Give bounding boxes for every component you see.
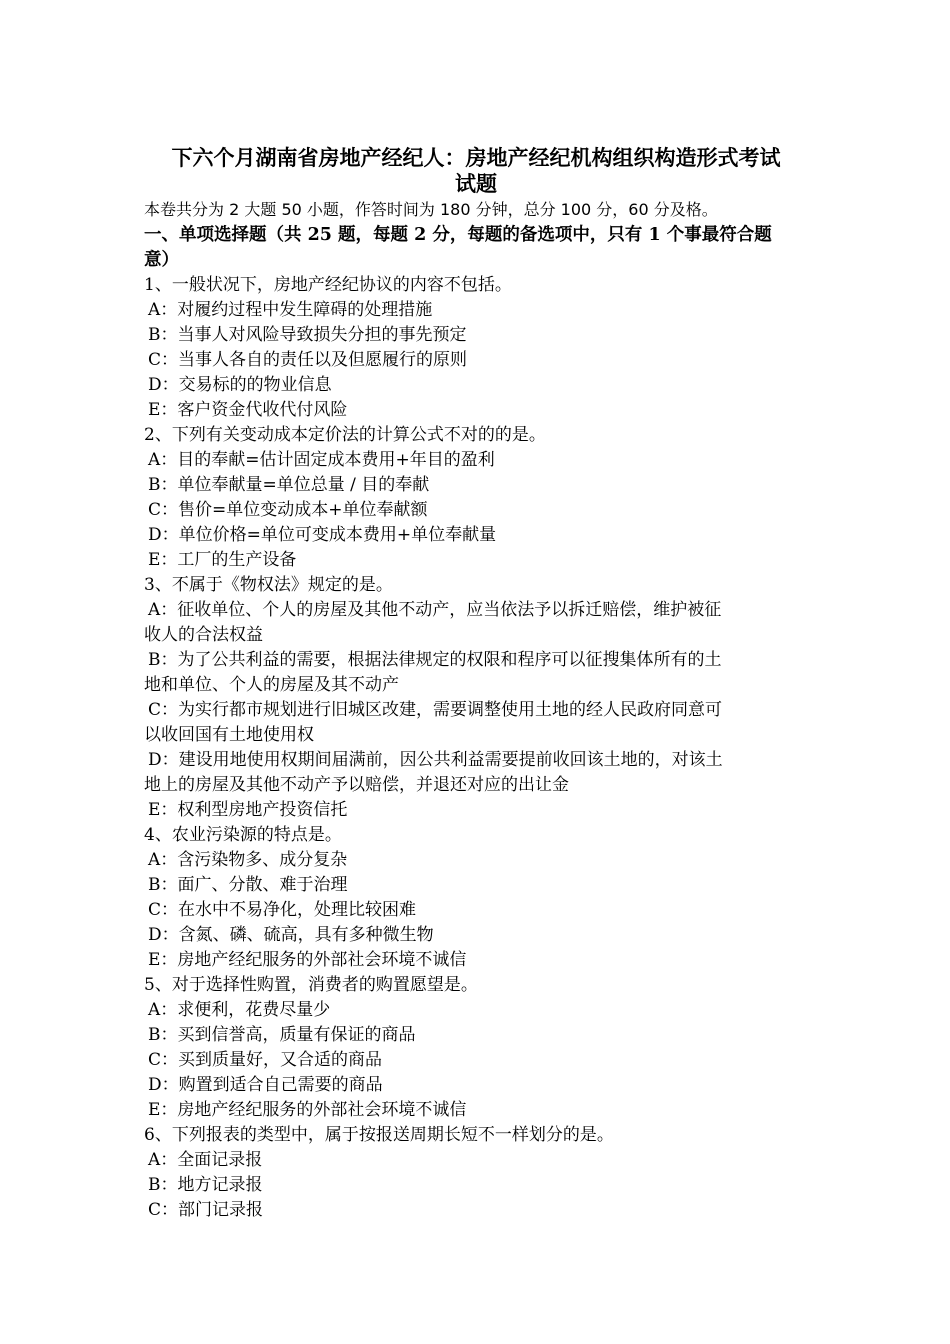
option-c: C：买到质量好，又合适的商品 (148, 1050, 383, 1070)
question-5 (144, 973, 808, 1123)
question-4 (144, 823, 808, 973)
option-b: B：面广、分散、难于治理 (148, 875, 348, 895)
option-b: B：当事人对风险导致损失分担的事先预定 (148, 325, 467, 345)
option-a: A：全面记录报 (148, 1150, 263, 1170)
option-a-line-1: A：征收单位、个人的房屋及其他不动产，应当依法予以拆迁赔偿，维护被征 (148, 600, 722, 620)
option-b: B：单位奉献量=单位总量 / 目的奉献 (148, 475, 430, 495)
option-c: C：当事人各自的责任以及但愿履行的原则 (148, 350, 468, 370)
option-c: C：在水中不易净化，处理比较困难 (148, 900, 417, 920)
option-b: B：买到信誉高，质量有保证的商品 (148, 1025, 416, 1045)
exam-summary: 本卷共分为 2 大题 50 小题，作答时间为 180 分钟，总分 100 分，60 分及格。 (144, 200, 718, 219)
option-e: E：权利型房地产投资信托 (148, 800, 348, 820)
option-c: C：部门记录报 (148, 1200, 264, 1220)
question-stem: 1、一般状况下，房地产经纪协议的内容不包括。 (144, 275, 512, 295)
question-stem: 6、下列报表的类型中，属于按报送周期长短不一样划分的是。 (144, 1125, 614, 1145)
document-page (144, 145, 808, 1223)
option-c-line-1: C：为实行都市规划进行旧城区改建，需要调整使用土地的经人民政府同意可 (148, 700, 723, 720)
question-1 (144, 273, 808, 423)
option-e: E：客户资金代收代付风险 (148, 400, 348, 420)
option-a: A：目的奉献=估计固定成本费用+年目的盈利 (148, 450, 495, 470)
question-2 (144, 423, 808, 573)
question-stem: 5、对于选择性购置，消费者的购置愿望是。 (144, 975, 478, 995)
document-title (144, 145, 808, 197)
option-d-line-2: 地上的房屋及其他不动产予以赔偿，并退还对应的出让金 (144, 775, 569, 795)
question-6 (144, 1123, 808, 1223)
option-c-line-2: 以收回国有土地使用权 (144, 725, 314, 745)
question-stem: 4、农业污染源的特点是。 (144, 825, 342, 845)
option-a: A：求便利，花费尽量少 (148, 1000, 331, 1020)
option-e: E：工厂的生产设备 (148, 550, 297, 570)
question-stem: 2、下列有关变动成本定价法的计算公式不对的的是。 (144, 425, 546, 445)
option-d: D：含氮、磷、硫高，具有多种微生物 (148, 925, 434, 945)
option-d: D：交易标的的物业信息 (148, 375, 332, 395)
option-e: E：房地产经纪服务的外部社会环境不诚信 (148, 950, 467, 970)
section-heading-line-2: 意） (144, 250, 179, 270)
option-a: A：含污染物多、成分复杂 (148, 850, 348, 870)
option-d: D：购置到适合自己需要的商品 (148, 1075, 383, 1095)
title-line-2: 试题 (455, 171, 497, 196)
option-b: B：地方记录报 (148, 1175, 263, 1195)
option-b-line-1: B：为了公共利益的需要，根据法律规定的权限和程序可以征搜集体所有的土 (148, 650, 722, 670)
option-d-line-1: D：建设用地使用权期间届满前，因公共利益需要提前收回该土地的，对该土 (148, 750, 723, 770)
question-stem: 3、不属于《物权法》规定的是。 (144, 575, 393, 595)
option-d: D：单位价格=单位可变成本费用+单位奉献量 (148, 525, 497, 545)
section-heading-line-1: 一、单项选择题（共 25 题，每题 2 分，每题的备选项中，只有 1 个事最符合题 (144, 225, 772, 245)
option-b-line-2: 地和单位、个人的房屋及其不动产 (144, 675, 399, 695)
option-c: C：售价=单位变动成本+单位奉献额 (148, 500, 428, 520)
title-line-1: 下六个月湖南省房地产经纪人：房地产经纪机构组织构造形式考试 (171, 145, 781, 170)
option-a: A：对履约过程中发生障碍的处理措施 (148, 300, 433, 320)
option-e: E：房地产经纪服务的外部社会环境不诚信 (148, 1100, 467, 1120)
question-3 (144, 573, 808, 823)
option-a-line-2: 收人的合法权益 (144, 625, 263, 645)
